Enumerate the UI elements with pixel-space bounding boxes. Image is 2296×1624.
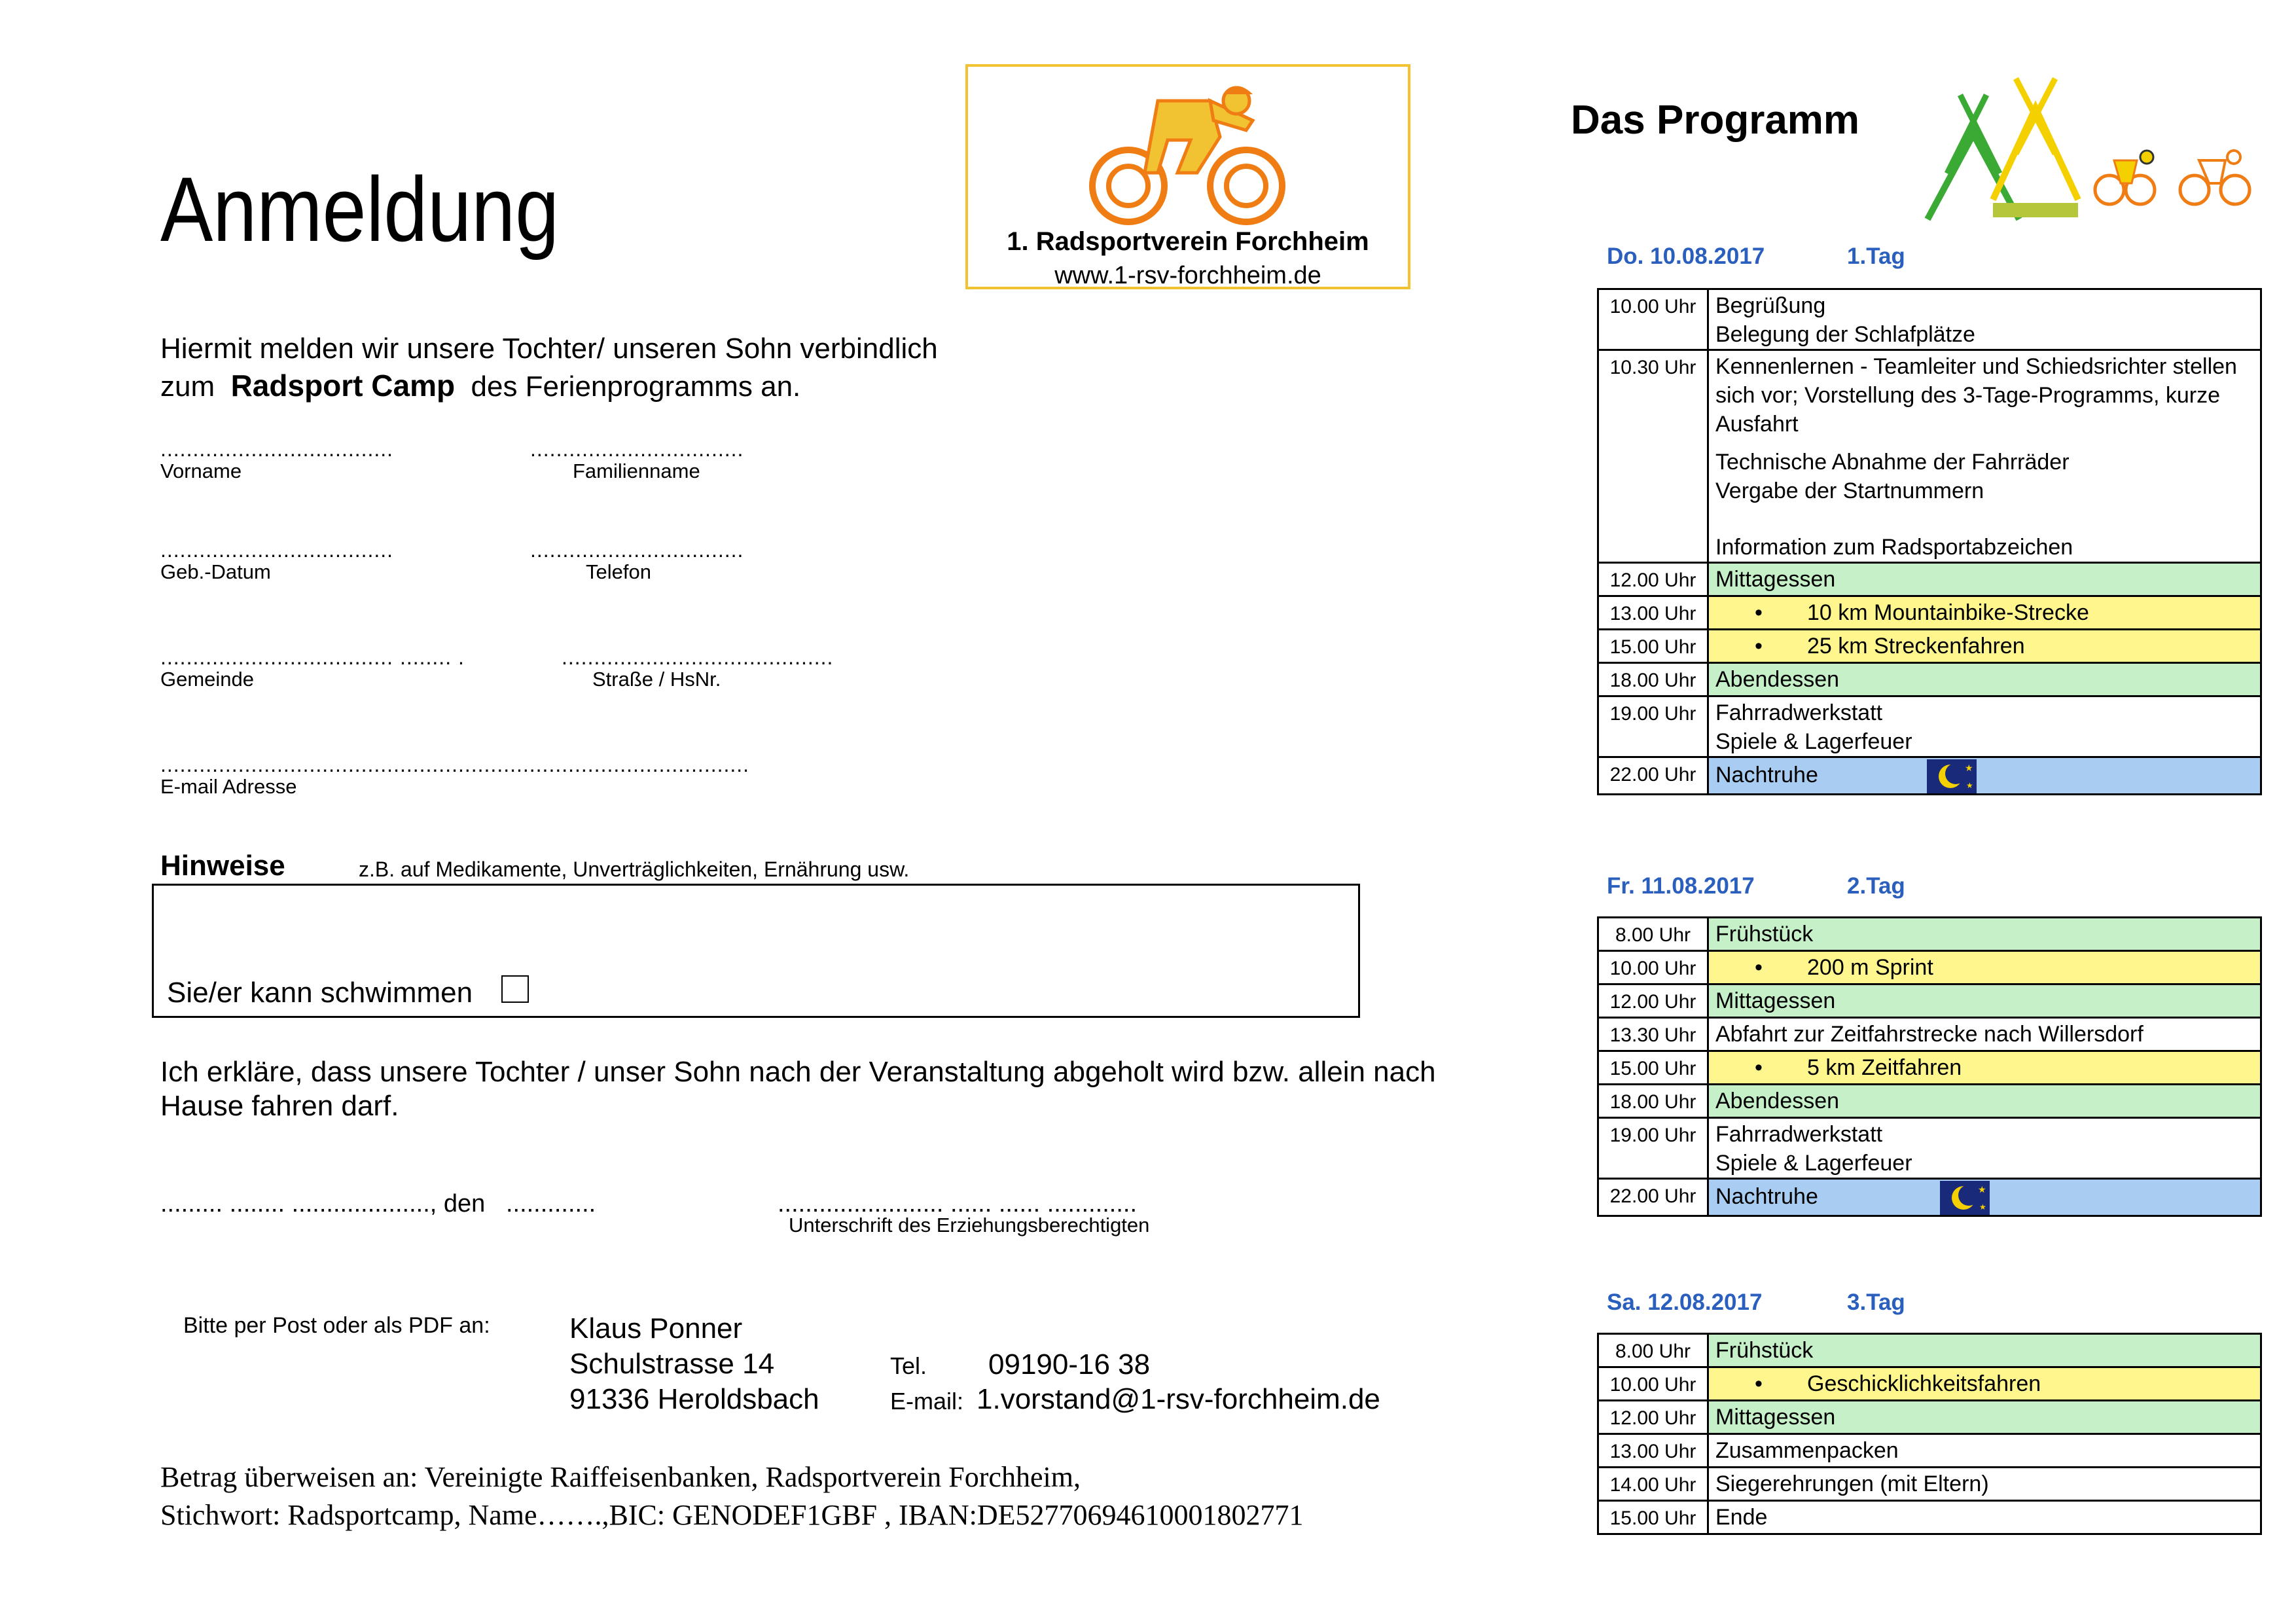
table-row — [1598, 984, 2261, 1018]
day-3-schedule — [1597, 1333, 2262, 1535]
intro-line-2 — [160, 367, 938, 405]
activity-cell — [1708, 630, 2261, 663]
day-1-label: 1.Tag — [1847, 244, 1905, 269]
vorname-field[interactable]: .................................... — [160, 437, 394, 461]
signature-label: Unterschrift des Erziehungsberechtigten — [789, 1214, 1150, 1236]
table-row — [1598, 289, 2261, 350]
bank-info — [160, 1458, 1303, 1534]
activity-cell — [1708, 596, 2261, 630]
table-row — [1598, 1501, 2261, 1534]
gemeinde-label: Gemeinde — [160, 668, 255, 691]
declaration-text: Ich erkläre, dass unsere Tochter / unser Sohn nach der Veranstaltung abgeholt wird bzw. allein nach Hause fahren darf. — [160, 1056, 1436, 1122]
activity-line: Kennenlernen - Teamleiter und Schiedsrichter stellen sich vor; Vorstellung des 3-Tage-Programms, kurze Ausfahrt — [1715, 354, 2237, 437]
activity-line: Fahrradwerkstatt — [1715, 1122, 1883, 1147]
table-row — [1598, 663, 2261, 696]
day-1-date: Do. 10.08.2017 — [1607, 244, 1765, 269]
table-row — [1598, 350, 2261, 563]
time-cell: 19.00 Uhr — [1598, 696, 1708, 757]
activity-line: 25 km Streckenfahren — [1807, 634, 2025, 659]
svg-text:★: ★ — [1979, 1202, 1986, 1212]
time-cell: 19.00 Uhr — [1598, 1118, 1708, 1179]
activity-cell: Ende — [1708, 1501, 2261, 1534]
activity-cell: Zusammenpacken — [1708, 1434, 2261, 1468]
club-logo — [965, 64, 1410, 289]
table-row — [1598, 563, 2261, 596]
camp-tents-cyclists-icon — [1901, 75, 2268, 232]
time-cell: 15.00 Uhr — [1598, 630, 1708, 663]
intro-text — [160, 331, 938, 405]
address-block — [569, 1311, 819, 1417]
email-label: E-mail Adresse — [160, 775, 297, 798]
table-row — [1598, 1367, 2261, 1401]
club-name: 1. Radsportverein Forchheim — [1007, 227, 1369, 256]
activity-line: Nachtruhe — [1715, 762, 1818, 787]
time-cell: 14.00 Uhr — [1598, 1468, 1708, 1501]
address-street: Schulstrasse 14 — [569, 1348, 775, 1380]
bullet-icon: • — [1755, 955, 1763, 980]
activity-line: Information zum Radsportabzeichen — [1715, 535, 2073, 560]
time-cell: 8.00 Uhr — [1598, 1334, 1708, 1367]
activity-cell — [1708, 1367, 2261, 1401]
page-title: Anmeldung — [160, 158, 560, 261]
time-cell: 15.00 Uhr — [1598, 1051, 1708, 1085]
activity-line: Fahrradwerkstatt — [1715, 700, 1883, 725]
time-cell: 12.00 Uhr — [1598, 984, 1708, 1018]
activity-line: 5 km Zeitfahren — [1807, 1055, 1962, 1080]
time-cell: 10.00 Uhr — [1598, 289, 1708, 350]
time-cell: 8.00 Uhr — [1598, 918, 1708, 951]
svg-text:★: ★ — [1965, 781, 1973, 790]
activity-cell: Abfahrt zur Zeitfahrstrecke nach Willersdorf — [1708, 1018, 2261, 1051]
intro-line-1: Hiermit melden wir unsere Tochter/ unseren Sohn verbindlich — [160, 333, 938, 365]
day-3-date: Sa. 12.08.2017 — [1607, 1290, 1763, 1315]
intro-bold: Radsport Camp — [230, 369, 456, 403]
table-row — [1598, 1018, 2261, 1051]
svg-text:★: ★ — [1964, 763, 1973, 773]
intro-post: des Ferienprogramms an. — [471, 370, 801, 403]
address-name: Klaus Ponner — [569, 1312, 743, 1344]
activity-line: Spiele & Lagerfeuer — [1715, 729, 1912, 754]
telefon-label: Telefon — [586, 560, 651, 583]
activity-cell — [1708, 951, 2261, 984]
table-row — [1598, 1085, 2261, 1118]
program-title: Das Programm — [1571, 98, 1860, 143]
activity-line: Vergabe der Startnummern — [1715, 478, 1984, 503]
club-url: www.1-rsv-forchheim.de — [1054, 262, 1321, 289]
day-2-schedule — [1597, 916, 2262, 1217]
hinweise-subtext: z.B. auf Medikamente, Unverträglichkeiten, Ernährung usw. — [359, 857, 910, 881]
activity-cell: Abendessen — [1708, 663, 2261, 696]
time-cell: 18.00 Uhr — [1598, 1085, 1708, 1118]
day-1-schedule — [1597, 288, 2262, 795]
activity-line: 10 km Mountainbike-Strecke — [1807, 600, 2089, 625]
activity-cell — [1708, 289, 2261, 350]
tel-label: Tel. — [890, 1352, 927, 1379]
time-cell: 13.30 Uhr — [1598, 1018, 1708, 1051]
moon-stars-icon — [1927, 759, 1977, 793]
place-dots: ......... ........ ...................., den — [160, 1190, 486, 1218]
time-cell: 13.00 Uhr — [1598, 596, 1708, 630]
day-3-label: 3.Tag — [1847, 1290, 1905, 1315]
table-row — [1598, 1434, 2261, 1468]
tel-value: 09190-16 38 — [988, 1348, 1151, 1380]
table-row — [1598, 1401, 2261, 1434]
bullet-icon: • — [1755, 1055, 1763, 1080]
date-dots: ............. — [505, 1190, 596, 1218]
time-cell: 18.00 Uhr — [1598, 663, 1708, 696]
strasse-field[interactable]: .......................................... — [562, 645, 834, 669]
activity-cell: Mittagessen — [1708, 984, 2261, 1018]
telefon-field[interactable]: ................................. — [530, 538, 744, 562]
bank-line-1: Betrag überweisen an: Vereinigte Raiffeisenbanken, Radsportverein Forchheim, — [160, 1461, 1081, 1493]
strasse-label: Straße / HsNr. — [592, 668, 721, 691]
activity-line: Nachtruhe — [1715, 1183, 1818, 1209]
moon-stars-icon — [1940, 1181, 1990, 1215]
activity-cell — [1708, 757, 2261, 795]
email-field[interactable]: ........................................................................................... — [160, 753, 750, 776]
table-row — [1598, 1118, 2261, 1179]
activity-cell: Frühstück — [1708, 1334, 2261, 1367]
post-label: Bitte per Post oder als PDF an: — [183, 1313, 490, 1338]
bullet-icon: • — [1755, 1371, 1763, 1396]
cyclist-logo-icon — [1079, 75, 1295, 225]
activity-line: Technische Abnahme der Fahrräder — [1715, 450, 2070, 475]
table-row — [1598, 1334, 2261, 1367]
activity-line: Spiele & Lagerfeuer — [1715, 1151, 1912, 1176]
activity-cell — [1708, 1179, 2261, 1216]
email-contact-label: E-mail: — [890, 1388, 964, 1415]
geb-datum-label: Geb.-Datum — [160, 560, 271, 583]
bullet-icon: • — [1755, 634, 1763, 659]
table-row — [1598, 1179, 2261, 1216]
hinweise-heading: Hinweise — [160, 850, 285, 882]
time-cell: 12.00 Uhr — [1598, 1401, 1708, 1434]
signature-field[interactable]: ........................ ...... ...... ............. — [778, 1190, 1137, 1218]
activity-cell: Abendessen — [1708, 1085, 2261, 1118]
activity-cell — [1708, 1051, 2261, 1085]
time-cell: 22.00 Uhr — [1598, 1179, 1708, 1216]
activity-cell — [1708, 696, 2261, 757]
familienname-field[interactable]: ................................. — [530, 437, 744, 461]
activity-line: Belegung der Schlafplätze — [1715, 322, 1975, 347]
time-cell: 13.00 Uhr — [1598, 1434, 1708, 1468]
activity-cell: Mittagessen — [1708, 563, 2261, 596]
table-row — [1598, 696, 2261, 757]
geb-datum-field[interactable]: .................................... — [160, 538, 394, 562]
schwimmen-label: Sie/er kann schwimmen — [167, 977, 473, 1009]
address-city: 91336 Heroldsbach — [569, 1383, 819, 1415]
intro-pre: zum — [160, 370, 215, 403]
place-date-field[interactable] — [160, 1190, 596, 1218]
activity-cell: Mittagessen — [1708, 1401, 2261, 1434]
activity-cell — [1708, 350, 2261, 563]
time-cell: 22.00 Uhr — [1598, 757, 1708, 795]
activity-cell: Siegerehrungen (mit Eltern) — [1708, 1468, 2261, 1501]
time-cell: 10.00 Uhr — [1598, 951, 1708, 984]
day-2-date: Fr. 11.08.2017 — [1607, 873, 1755, 899]
svg-text:★: ★ — [1977, 1184, 1986, 1195]
table-row — [1598, 1468, 2261, 1501]
gemeinde-field[interactable]: .................................... ........ . — [160, 645, 465, 669]
time-cell: 15.00 Uhr — [1598, 1501, 1708, 1534]
email-contact-value[interactable]: 1.vorstand@1-rsv-forchheim.de — [977, 1383, 1380, 1415]
table-row — [1598, 1051, 2261, 1085]
day-2-label: 2.Tag — [1847, 873, 1905, 899]
table-row — [1598, 630, 2261, 663]
table-row — [1598, 757, 2261, 795]
activity-line: Geschicklichkeitsfahren — [1807, 1371, 2041, 1396]
table-row — [1598, 951, 2261, 984]
table-row — [1598, 596, 2261, 630]
time-cell: 10.00 Uhr — [1598, 1367, 1708, 1401]
activity-cell — [1708, 1118, 2261, 1179]
activity-cell: Frühstück — [1708, 918, 2261, 951]
schwimmen-checkbox[interactable] — [501, 975, 529, 1003]
activity-line: 200 m Sprint — [1807, 955, 1933, 980]
bullet-icon: • — [1755, 600, 1763, 625]
activity-line: Begrüßung — [1715, 293, 1826, 318]
bank-line-2: Stichwort: Radsportcamp, Name…….,BIC: GENODEF1GBF , IBAN:DE52770694610001802771 — [160, 1499, 1304, 1531]
vorname-label: Vorname — [160, 460, 242, 482]
table-row — [1598, 918, 2261, 951]
time-cell: 10.30 Uhr — [1598, 350, 1708, 563]
time-cell: 12.00 Uhr — [1598, 563, 1708, 596]
familienname-label: Familienname — [573, 460, 700, 482]
